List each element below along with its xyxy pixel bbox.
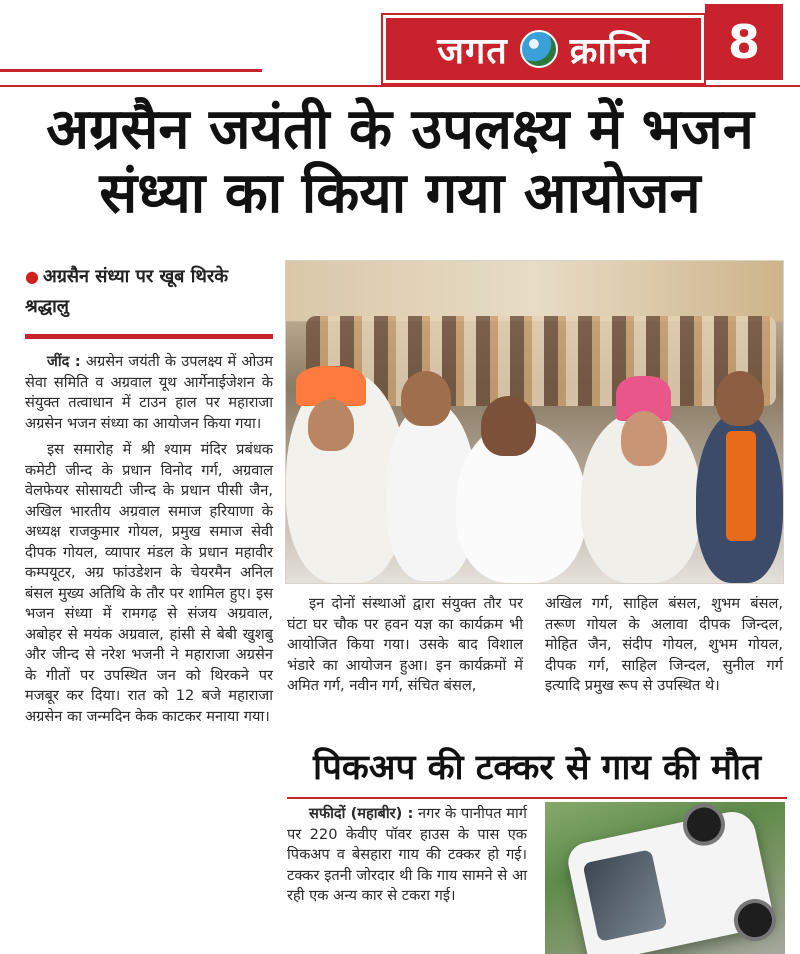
headline-line-1: अग्रसैन जयंती के उपलक्ष्य में भजन	[46, 97, 754, 162]
brand-right-text: क्रान्ति	[569, 30, 650, 72]
article-column-left	[25, 352, 273, 733]
next-article-fragment	[40, 938, 270, 954]
event-photo	[285, 260, 784, 584]
paragraph: इन दोनों संस्थाओं द्वारा संयुक्त तौर पर घंटा घर चौक पर हवन यज्ञ का कार्यक्रम भी आयोजित किया गया। उसके बाद विशाल भंडारे का आयोजन हुआ। इन कार्यक्रमों में अमित गर्ग, नवीन गर्ग, संचित बंसल,	[287, 595, 523, 694]
headline-line-2: संध्या का किया गया आयोजन	[99, 161, 701, 226]
article-column-middle	[287, 594, 523, 697]
subhead-rule	[25, 334, 273, 339]
paragraph-text: नगर के पानीपत मार्ग पर 220 केवीए पॉवर हाउस के पास एक पिकअप व बेसहारा गाय की टक्कर हो गई। टक्कर इतनी जोरदार थी कि गाय सामने से आ रही एक अन्य कार से टकरा गई।	[287, 805, 527, 904]
page-number: 8	[705, 4, 783, 80]
newspaper-logo	[383, 15, 704, 83]
article-column-right	[545, 594, 783, 697]
dateline: सफीदों (महाबीर) :	[309, 805, 414, 822]
dateline: जींद :	[47, 353, 81, 370]
article-headline	[10, 98, 790, 226]
overturned-car	[565, 808, 776, 954]
article2-rule	[287, 797, 787, 799]
paragraph-text: अग्रसेन जयंती के उपलक्ष्य में ओउम सेवा समिति व अग्रवाल यूथ आर्गेनाईजेशन के संयुक्त तत्वाधान में टाउन हाल पर महाराजा अग्रसेन भजन संध्या का आयोजन किया गया।	[25, 353, 274, 432]
accident-photo	[545, 802, 785, 954]
paragraph: अखिल गर्ग, साहिल बंसल, शुभम बंसल, तरूण गोयल के अलावा दीपक जिन्दल, मोहित जैन, संदीप गोयल, शुभम गोयल, दीपक गर्ग, साहिल जिन्दल, सुनील गर्ग इत्यादि प्रमुख रूप से उपस्थित थे।	[545, 595, 783, 694]
bullet-icon: ●	[25, 267, 39, 286]
masthead-rule-bottom	[0, 85, 800, 87]
article2-column	[287, 804, 527, 913]
globe-icon	[520, 30, 558, 68]
subhead-text: अग्रसैन संध्या पर खूब थिरके श्रद्धालु	[25, 266, 229, 317]
paragraph: इस समारोह में श्री श्याम मंदिर प्रबंधक कमेटी जीन्द के प्रधान विनोद गर्ग, अग्रवाल वेलफेयर सोसायटी जीन्द के प्रधान पीसी जैन, अखिल भारतीय अग्रवाल समाज हरियाणा के अध्यक्ष राजकुमार गोयल, प्रमुख समाज सेवी दीपक गोयल, व्यापार मंडल के प्रधान महावीर कम्पयूटर, अग्र फांउडेशन के चेयरमैन अनिल बंसल मुख्य अतिथि के तौर पर शामिल हुए। इस भजन संध्या में रामगढ़ से संजय अग्रवाल, अबोहर से मयंक अग्रवाल, हांसी से बेबी खुशबु और जीन्द से नरेश भजनी ने महाराजा अग्रसेन के गीतों पर उपस्थित जन को थिरकने पर मजबूर कर दिया। रात को 12 बजे महाराजा अग्रसेन का जन्मदिन केक काटकर मनाया गया।	[25, 441, 273, 725]
paragraph	[25, 352, 273, 434]
paragraph	[287, 804, 527, 907]
masthead-rule-top	[0, 69, 262, 72]
article2-headline: पिकअप की टक्कर से गाय की मौत	[312, 748, 762, 788]
brand-left-text: जगत	[437, 30, 508, 72]
article-subhead	[25, 262, 275, 322]
